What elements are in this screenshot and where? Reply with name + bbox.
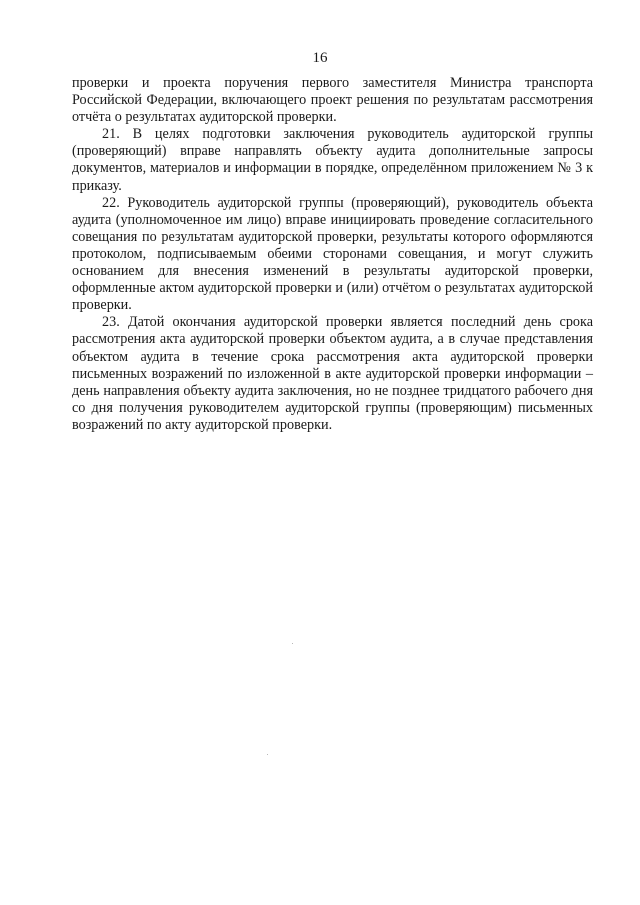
scan-speck <box>267 754 268 755</box>
document-body <box>72 75 593 434</box>
paragraph-item-22: 22. Руководитель аудиторской группы (проверяющий), руководитель объекта аудита (уполномоченное им лицо) вправе инициировать проведение согласительного совещания по результатам аудиторской проверки, результаты которого оформляются протоколом, подписываемым обеими сторонами совещания, и могут служить основанием для внесения изменений в результаты аудиторской проверки, оформленные актом аудиторской проверки и (или) отчётом о результатах аудиторской проверки. <box>72 194 593 314</box>
paragraph-item-23: 23. Датой окончания аудиторской проверки является последний день срока рассмотрения акта аудиторской проверки объектом аудита, а в случае представления объектом аудита в течение срока рассмотрения акта аудиторской проверки письменных возражений по изложенной в акте аудиторской проверки информации – день направления объекту аудита заключения, но не позднее тридцатого рабочего дня со дня получения руководителем аудиторской группы (проверяющим) письменных возражений по акту аудиторской проверки. <box>72 314 593 433</box>
paragraph-continuation: проверки и проекта поручения первого заместителя Министра транспорта Российской Федерации, включающего проект решения по результатам рассмотрения отчёта о результатах аудиторской проверки. <box>72 75 593 126</box>
scan-speck <box>292 643 293 644</box>
page-number: 16 <box>312 50 328 66</box>
paragraph-item-21: 21. В целях подготовки заключения руководитель аудиторской группы (проверяющий) вправе направлять объекту аудита дополнительные запросы документов, материалов и информации в порядке, определённом приложением № 3 к приказу. <box>72 126 593 194</box>
